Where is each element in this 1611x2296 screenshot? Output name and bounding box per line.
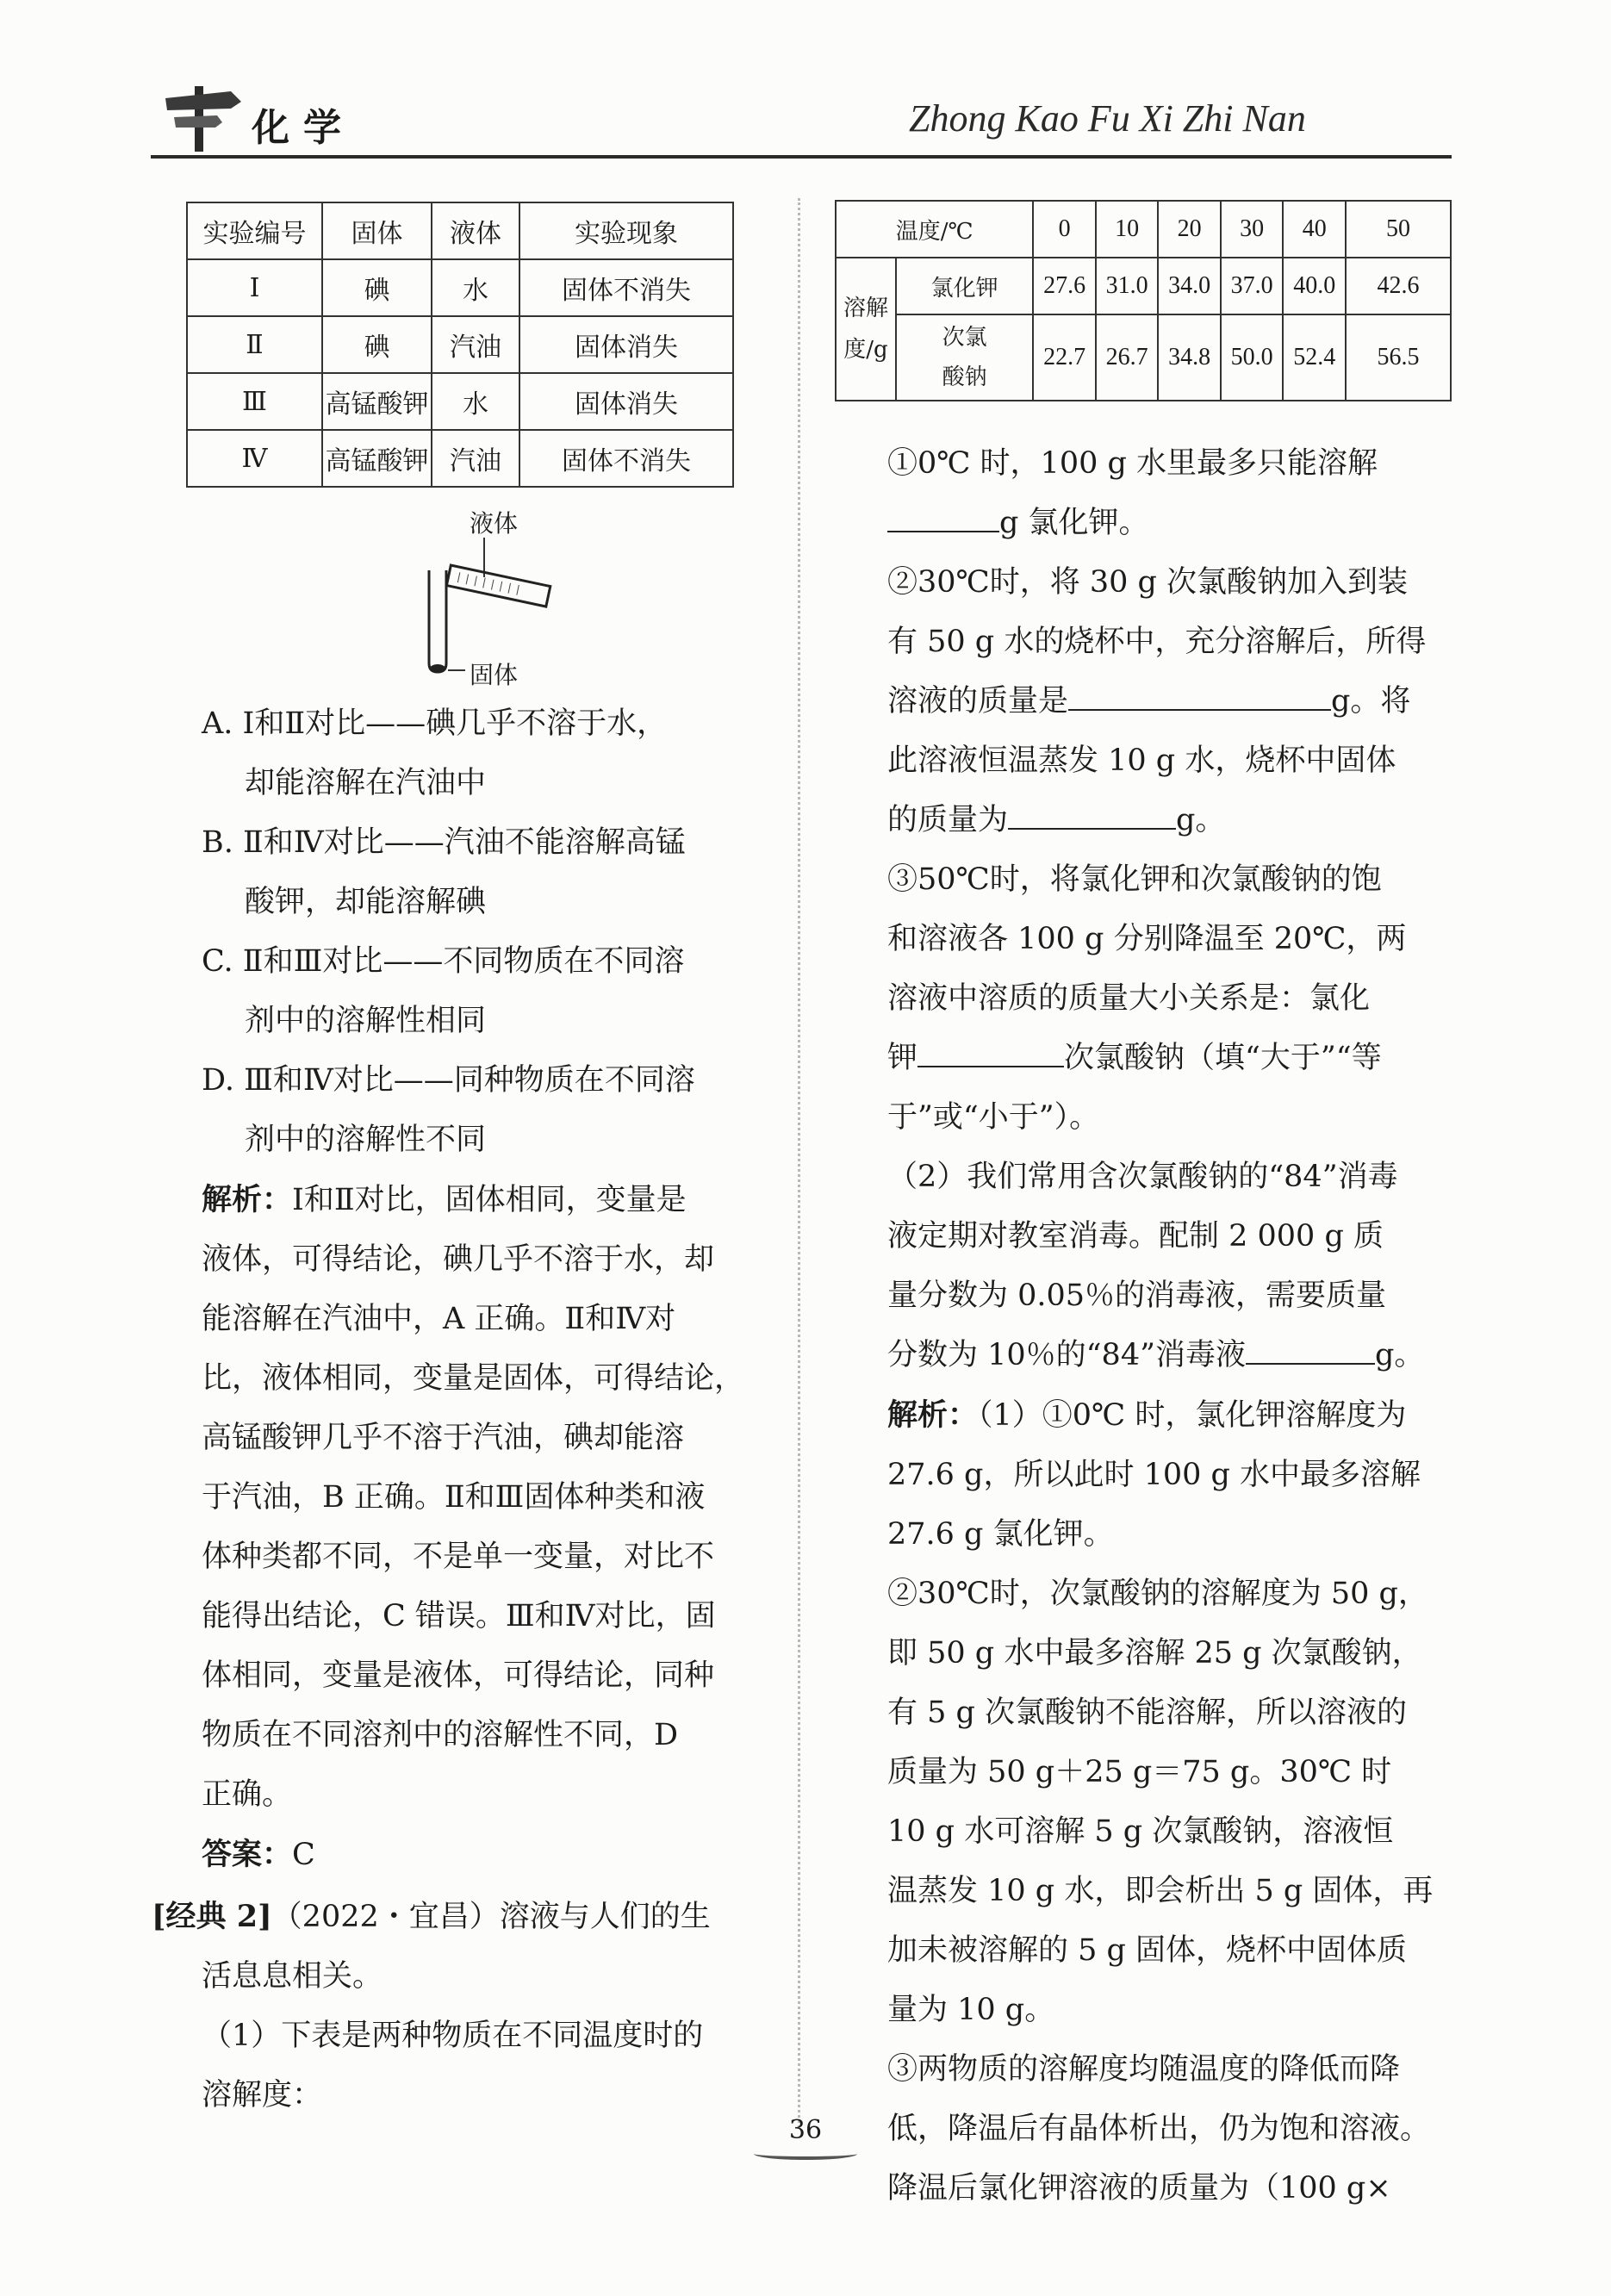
temp-cell: 30	[1221, 201, 1284, 258]
temp-cell: 40	[1283, 201, 1346, 258]
analysis-line: 质量为 50 g＋25 g＝75 g。30℃ 时	[887, 1755, 1392, 1789]
question-text: g 氯化钾。	[999, 506, 1149, 540]
question-text: 次氯酸钠（填“大于”“等	[1064, 1041, 1382, 1075]
question-line	[887, 1029, 1456, 1088]
temp-cell: 0	[1033, 201, 1096, 258]
question-text: 钾	[887, 1041, 918, 1075]
table-cell: 31.0	[1096, 258, 1159, 314]
classic2-line: 溶解度：	[202, 2078, 323, 2112]
analysis-line: 降温后氯化钾溶液的质量为（100 g×	[887, 2171, 1391, 2206]
table-row	[187, 430, 733, 487]
option-line: 酸钾，却能溶解碘	[245, 885, 487, 919]
table-cell: 42.6	[1346, 258, 1451, 314]
analysis-line: 高锰酸钾几乎不溶于汽油，碘却能溶	[202, 1421, 685, 1455]
table-cell: 水	[432, 259, 519, 316]
option-line: 剂中的溶解性不同	[245, 1123, 487, 1157]
classic2-line: （1）下表是两种物质在不同温度时的	[202, 2019, 704, 2053]
analysis-line: 于汽油，B 正确。Ⅱ和Ⅲ固体种类和液	[202, 1480, 706, 1515]
question-text: 分数为 10％的“84”消毒液	[887, 1338, 1246, 1372]
analysis-line: 体种类都不同，不是单一变量，对比不	[202, 1540, 715, 1574]
analysis-line: 27.6 g，所以此时 100 g 水中最多溶解	[887, 1458, 1421, 1492]
table-row	[187, 259, 733, 316]
classic2-block	[152, 1887, 772, 2125]
table-cell: 37.0	[1221, 258, 1284, 314]
table-cell: Ⅲ	[187, 373, 322, 430]
solubility-table	[835, 200, 1452, 401]
table-header-cell: 液体	[432, 202, 519, 259]
analysis-line: 物质在不同溶剂中的溶解性不同，D	[202, 1718, 679, 1752]
option-line: B. Ⅱ和Ⅳ对比——汽油不能溶解高锰	[202, 825, 686, 860]
answer-blank[interactable]	[1068, 680, 1331, 711]
answer-blank[interactable]	[917, 1036, 1064, 1067]
analysis-line: 温蒸发 10 g 水，即会析出 5 g 固体，再	[887, 1874, 1434, 1908]
table-cell: 汽油	[432, 316, 519, 373]
answer-line	[202, 1825, 770, 1885]
figure-liquid-label: 液体	[470, 509, 519, 538]
question-line: 此溶液恒温蒸发 10 g 水，烧杯中固体	[887, 744, 1396, 778]
question-line	[887, 1326, 1456, 1385]
classic2-source: （2022・宜昌）	[271, 1900, 500, 1934]
classic2-label: [经典 2]	[152, 1899, 272, 1934]
table-cell: 固体不消失	[519, 259, 733, 316]
answer-blank[interactable]	[887, 501, 999, 532]
analysis-text: （1）①0℃ 时，氯化钾溶解度为	[978, 1398, 1407, 1433]
question-line: 溶液中溶质的质量大小关系是：氯化	[887, 981, 1371, 1016]
analysis-text: Ⅰ和Ⅱ对比，固体相同，变量是	[292, 1183, 687, 1217]
subject-title: 化学	[252, 106, 355, 150]
analysis-line: 液体，可得结论，碘几乎不溶于水，却	[202, 1242, 715, 1277]
analysis-line: 能得出结论，C 错误。Ⅲ和Ⅳ对比，固	[202, 1599, 716, 1633]
analysis-line: 比，液体相同，变量是固体，可得结论，	[202, 1361, 745, 1396]
page-number-ornament	[754, 2148, 857, 2160]
table-row	[187, 373, 733, 430]
temp-cell: 10	[1096, 201, 1159, 258]
table-cell: 高锰酸钾	[322, 430, 432, 487]
question-line: 有 50 g 水的烧杯中，充分溶解后，所得	[887, 625, 1427, 659]
question-line: 量分数为 0.05％的消毒液，需要质量	[887, 1279, 1387, 1313]
experiment-table	[186, 202, 734, 488]
table-header-row	[187, 202, 733, 259]
analysis-line: 有 5 g 次氯酸钠不能溶解，所以溶液的	[887, 1696, 1408, 1730]
group-label: 度/g	[843, 337, 888, 363]
table-cell: 汽油	[432, 430, 519, 487]
question-line: （2）我们常用含次氯酸钠的“84”消毒	[887, 1160, 1398, 1194]
question-text: g。	[1176, 803, 1226, 837]
table-cell: 50.0	[1221, 314, 1284, 401]
analysis-line: 正确。	[202, 1777, 293, 1812]
analysis-line: 体相同，变量是液体，可得结论，同种	[202, 1658, 715, 1693]
page-number: 36	[788, 2115, 823, 2145]
analysis-line: 加未被溶解的 5 g 固体，烧杯中固体质	[887, 1933, 1408, 1968]
analysis-label: 解析：	[887, 1397, 979, 1433]
header-rule	[151, 155, 1452, 159]
question-line: ③50℃时，将氯化钾和次氯酸钠的饱	[887, 862, 1382, 897]
answer-blank[interactable]	[1008, 799, 1176, 830]
question-line	[887, 494, 1456, 553]
question-line: 和溶液各 100 g 分别降温至 20℃，两	[887, 922, 1407, 956]
question-text: 溶液的质量是	[887, 684, 1069, 719]
classic2-line	[152, 1887, 772, 1947]
table-header-cell: 实验编号	[187, 202, 322, 259]
question-line: 液定期对教室消毒。配制 2 000 g 质	[887, 1219, 1384, 1254]
option-line: D. Ⅲ和Ⅳ对比——同种物质在不同溶	[202, 1063, 695, 1098]
table-cell: 56.5	[1346, 314, 1451, 401]
table-cell: Ⅱ	[187, 316, 322, 373]
option-line: A. Ⅰ和Ⅱ对比——碘几乎不溶于水，	[202, 706, 668, 741]
table-cell: 27.6	[1033, 258, 1096, 314]
table-cell: Ⅳ	[187, 430, 322, 487]
table-header-cell: 实验现象	[519, 202, 733, 259]
question-text: 的质量为	[887, 803, 1009, 837]
answer-blank[interactable]	[1246, 1334, 1375, 1365]
table-cell: 52.4	[1283, 314, 1346, 401]
substance-cell	[896, 314, 1033, 401]
analysis-line	[887, 1385, 1456, 1446]
table-row	[836, 314, 1451, 401]
analysis-line: 27.6 g 氯化钾。	[887, 1517, 1114, 1552]
right-column-text	[887, 434, 1456, 2218]
figure-solid-label: 固体	[470, 661, 519, 689]
question-line	[887, 672, 1456, 731]
analysis-label: 解析：	[202, 1182, 293, 1217]
answer-label: 答案：	[202, 1837, 293, 1872]
classic2-text: 溶液与人们的生	[499, 1900, 711, 1934]
substance-cell: 氯化钾	[896, 258, 1033, 314]
table-cell: 26.7	[1096, 314, 1159, 401]
table-cell: 固体不消失	[519, 430, 733, 487]
substance-name: 次氯	[942, 325, 987, 351]
analysis-line: 量为 10 g。	[887, 1993, 1055, 2027]
analysis-line: ②30℃时，次氯酸钠的溶解度为 50 g，	[887, 1577, 1428, 1611]
temp-cell: 20	[1158, 201, 1221, 258]
question-text: g。	[1375, 1338, 1425, 1372]
series-title: Zhong Kao Fu Xi Zhi Nan	[909, 97, 1306, 140]
analysis-line: 能溶解在汽油中，A 正确。Ⅱ和Ⅳ对	[202, 1302, 676, 1336]
table-cell: 碘	[322, 316, 432, 373]
classic2-line: 活息息相关。	[202, 1959, 383, 1994]
test-tube-figure	[414, 534, 560, 681]
question-line: ①0℃ 时，100 g 水里最多只能溶解	[887, 446, 1378, 481]
table-cell: Ⅰ	[187, 259, 322, 316]
analysis-block	[202, 1170, 770, 1885]
table-header-row	[836, 201, 1451, 258]
question-line: ②30℃时，将 30 g 次氯酸钠加入到装	[887, 565, 1409, 600]
table-cell: 34.0	[1158, 258, 1221, 314]
analysis-line: 即 50 g 水中最多溶解 25 g 次氯酸钠，	[887, 1636, 1422, 1671]
table-row	[187, 316, 733, 373]
option-line: 却能溶解在汽油中	[245, 766, 487, 800]
question-line: 于”或“小于”）。	[887, 1100, 1100, 1135]
analysis-line: 10 g 水可溶解 5 g 次氯酸钠，溶液恒	[887, 1814, 1394, 1849]
substance-name: 酸钠	[942, 364, 987, 390]
solubility-group-cell	[836, 258, 896, 401]
analysis-line	[202, 1170, 770, 1230]
temp-label-cell: 温度/℃	[836, 201, 1033, 258]
temp-cell: 50	[1346, 201, 1451, 258]
table-cell: 高锰酸钾	[322, 373, 432, 430]
option-a	[202, 694, 770, 1170]
analysis-line: 低，降温后有晶体析出，仍为饱和溶液。	[887, 2112, 1431, 2146]
analysis-line: ③两物质的溶解度均随温度的降低而降	[887, 2052, 1401, 2087]
table-row	[836, 258, 1451, 314]
table-cell: 固体消失	[519, 373, 733, 430]
question-line	[887, 791, 1456, 850]
answer-value: C	[292, 1838, 315, 1872]
table-cell: 碘	[322, 259, 432, 316]
table-cell: 22.7	[1033, 314, 1096, 401]
option-line: 剂中的溶解性相同	[245, 1004, 487, 1038]
table-header-cell: 固体	[322, 202, 432, 259]
table-cell: 水	[432, 373, 519, 430]
option-line: C. Ⅱ和Ⅲ对比——不同物质在不同溶	[202, 944, 685, 979]
column-divider	[798, 198, 800, 2128]
group-label: 溶解	[843, 296, 888, 321]
table-cell: 固体消失	[519, 316, 733, 373]
signpost-logo-icon	[162, 83, 248, 153]
question-text: g。将	[1331, 684, 1411, 719]
table-cell: 34.8	[1158, 314, 1221, 401]
table-cell: 40.0	[1283, 258, 1346, 314]
